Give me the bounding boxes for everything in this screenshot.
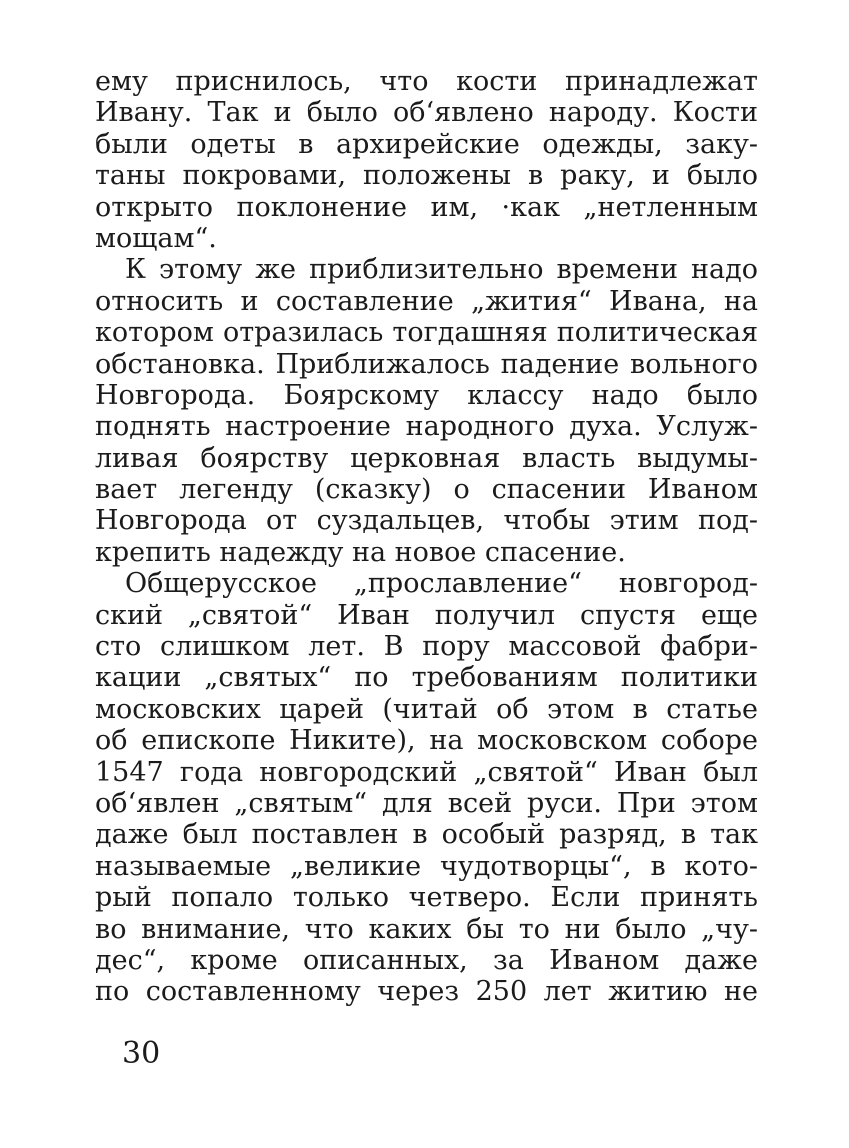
text-line: были одеты в архирейские одежды, заку- <box>95 128 758 160</box>
text-line: мощам“. <box>95 222 217 254</box>
text-line: кации „святых“ по требованиям политики <box>95 662 758 694</box>
text-line: об епископе Никите), на московском соборе <box>95 725 758 757</box>
page-number: 30 <box>122 1036 161 1071</box>
text-line: крепить надежду на новое спасение. <box>95 536 626 568</box>
text-line: ему приснилось, что кости принадлежат <box>95 66 758 97</box>
text-line: московских царей (читай об этом в статье <box>95 693 758 725</box>
text-line: рый попало только четверо. Если принять <box>95 882 758 914</box>
text-line: ливая боярству церковная власть выдумы- <box>95 442 758 474</box>
text-line: относить и составление „жития“ Ивана, на <box>95 285 758 317</box>
text-line: 1547 года новгородский „святой“ Иван был <box>95 756 758 788</box>
text-line: по составленному через 250 лет житию не <box>95 976 758 1008</box>
text-line: дес“, кроме описанных, за Иваном даже <box>95 944 758 976</box>
text-line: называемые „великие чудотворцы“, в кото- <box>95 850 758 882</box>
text-line: об‘явлен „святым“ для всей руси. При этом <box>95 787 758 819</box>
text-line: вает легенду (сказку) о спасении Иваном <box>95 474 758 506</box>
text-line: Новгорода. Боярскому классу надо было <box>95 379 758 411</box>
text-line: Новгорода от суздальцев, чтобы этим под- <box>95 505 758 537</box>
text-line: даже был поставлен в особый разряд, в так <box>95 819 758 851</box>
text-line: Ивану. Так и было об‘явлено народу. Кости <box>95 97 758 129</box>
text-line: таны покровами, положены в раку, и было <box>95 160 758 192</box>
text-line: поднять настроение народного духа. Услуж- <box>95 411 758 443</box>
text-line: открыто поклонение им, ·как „нетленным <box>95 191 758 223</box>
text-line: котором отразилась тогдашняя политическая <box>95 317 758 349</box>
text-line: во внимание, что каких бы то ни было „чу- <box>95 913 758 945</box>
text-line: обстановка. Приближалось падение вольного <box>95 348 758 380</box>
text-line: К этому же приблизительно времени надо <box>125 254 758 286</box>
text-line: ский „святой“ Иван получил спустя еще <box>95 599 758 631</box>
text-line: сто слишком лет. В пору массовой фабри- <box>95 631 758 663</box>
body-text <box>95 66 758 1008</box>
text-line: Общерусское „прославление“ новгород- <box>125 568 758 600</box>
